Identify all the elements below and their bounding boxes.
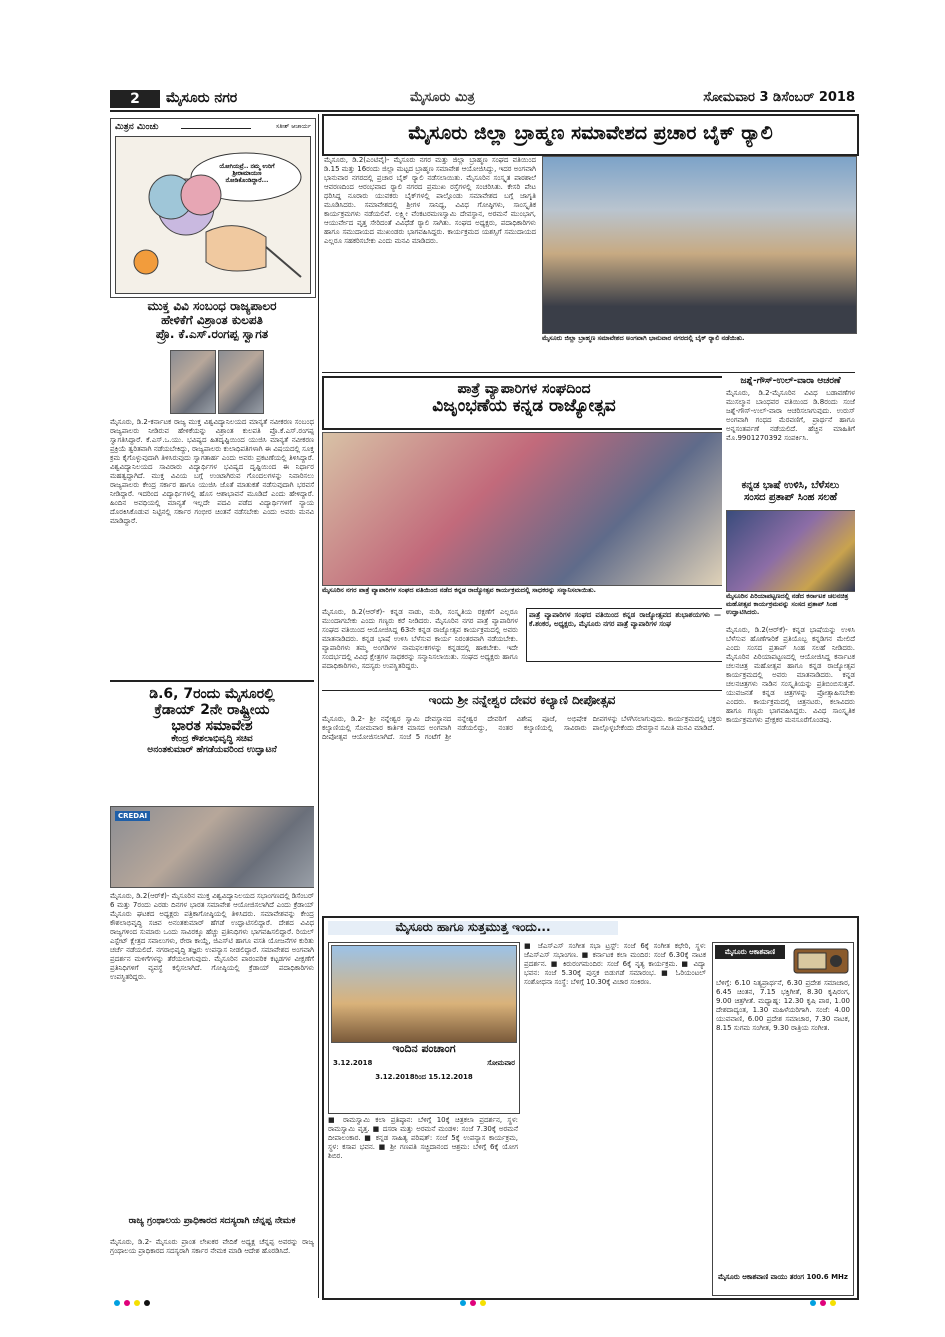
- subheadline-2: ಅನಂತಕುಮಾರ್ ಹೆಗಡೆಯವರಿಂದ ಉದ್ಘಾಟನೆ: [147, 744, 277, 755]
- registration-dot: [820, 1300, 826, 1306]
- registration-dot: [134, 1300, 140, 1306]
- story-body: ಮೈಸೂರು, ಡಿ.2(ಆರ್‌ಕೆ)- ಮೈಸೂರಿನ ಮುಕ್ತ ವಿಶ್ವವಿದ್ಯಾನಿಲಯದ ಸಭಾಂಗಣದಲ್ಲಿ ಡಿಸೆಂಬರ್ 6 ಮತ್ತು 7ರಂದು ಎರಡು ದಿನಗಳ ಭಾರತ ಸಮಾವೇಶ ಆಯೋಜಿಸಲಾಗಿದೆ ಎಂದು ಕ್ರೆಡಾಯ್ ಮೈಸೂರು ಘಟಕದ ಅಧ್ಯಕ್ಷರು ಪತ್ರಿಕಾಗೋಷ್ಠಿಯಲ್ಲಿ ತಿಳಿಸಿದರು. ಸಮಾವೇಶವನ್ನು ಕೇಂದ್ರ ಕೌಶಲಾಭಿವೃದ್ಧಿ ಸಚಿವ ಅನಂತಕುಮಾರ್ ಹೆಗಡೆ ಉದ್ಘಾಟಿಸಲಿದ್ದಾರೆ. ದೇಶದ ವಿವಿಧ ರಾಜ್ಯಗಳಿಂದ ಸುಮಾರು ಒಂದು ಸಾವಿರಕ್ಕೂ ಹೆಚ್ಚು ಪ್ರತಿನಿಧಿಗಳು ಭಾಗವಹಿಸಲಿದ್ದಾರೆ. ರಿಯಲ್ ಎಸ್ಟೇಟ್ ಕ್ಷೇತ್ರದ ಸವಾಲುಗಳು, ರೇರಾ ಕಾಯ್ದೆ, ಜಿಎಸ್‌ಟಿ ಹಾಗೂ ವಸತಿ ಯೋಜನೆಗಳ ಕುರಿತು ಚರ್ಚೆ ನಡೆಯಲಿದೆ. ನಗರಾಭಿವೃದ್ಧಿ ತಜ್ಞರು ಉಪನ್ಯಾಸ ನೀಡಲಿದ್ದಾರೆ. ಸಮಾವೇಶದ ಅಂಗವಾಗಿ ಪ್ರದರ್ಶನ ಮಳಿಗೆಗಳನ್ನು ತೆರೆಯಲಾಗುವುದು. ಮೈಸೂರಿನ ಪಾರಂಪರಿಕ ಕಟ್ಟಡಗಳ ವೀಕ್ಷಣೆಗೆ ಪ್ರತಿನಿಧಿಗಳಿಗೆ ವ್ಯವಸ್ಥೆ ಕಲ್ಪಿಸಲಾಗಿದೆ. ಗೋಷ್ಠಿಯಲ್ಲಿ ಕ್ರೆಡಾಯ್ ಪದಾಧಿಕಾರಿಗಳು ಉಪಸ್ಥಿತರಿದ್ದರು.: [110, 892, 314, 981]
- headline-line2: ಕ್ರೆಡಾಯ್ 2ನೇ ರಾಷ್ಟ್ರೀಯ: [154, 702, 270, 719]
- portrait-rangappa: [218, 350, 264, 414]
- newspaper-page: [110, 88, 855, 1298]
- page-header: [110, 88, 855, 112]
- brief-headline: ರಾಜ್ಯ ಗ್ರಂಥಾಲಯ ಪ್ರಾಧಿಕಾರದ ಸದಸ್ಯರಾಗಿ ಚೆನ್ನಪ್ಪ ನೇಮಕ: [128, 1216, 296, 1226]
- radio-footer: ಮೈಸೂರು ಆಕಾಶವಾಣಿ ವಾಯು ತರಂಗ 100.6 MHz: [718, 1273, 848, 1281]
- story-body: ಮೈಸೂರು, ಡಿ.2(ಆರ್‌ಕೆ)- ಕನ್ನಡ ನಾಡು, ನುಡಿ, ಸಂಸ್ಕೃತಿಯ ರಕ್ಷಣೆಗೆ ಎಲ್ಲರೂ ಮುಂದಾಗಬೇಕು ಎಂದು ಗಣ್ಯರು ಕರೆ ನೀಡಿದರು. ಮೈಸೂರಿನ ನಗರ ಪಾತ್ರೆ ವ್ಯಾಪಾರಿಗಳ ಸಂಘದ ವತಿಯಿಂದ ಆಯೋಜಿಸಿದ್ದ 63ನೇ ಕನ್ನಡ ರಾಜ್ಯೋತ್ಸವ ಕಾರ್ಯಕ್ರಮದಲ್ಲಿ ಅವರು ಮಾತನಾಡಿದರು. ಕನ್ನಡ ಭಾಷೆ ಉಳಿಸಿ ಬೆಳೆಸುವ ಕಾರ್ಯ ನಿರಂತರವಾಗಿ ನಡೆಯಬೇಕು. ವ್ಯಾಪಾರಿಗಳು ತಮ್ಮ ಅಂಗಡಿಗಳ ನಾಮಫಲಕಗಳನ್ನು ಕನ್ನಡದಲ್ಲಿ ಹಾಕಬೇಕು. ಇದೇ ಸಂದರ್ಭದಲ್ಲಿ ವಿವಿಧ ಕ್ಷೇತ್ರಗಳ ಸಾಧಕರನ್ನು ಸನ್ಮಾನಿಸಲಾಯಿತು. ಸಂಘದ ಅಧ್ಯಕ್ಷರು ಹಾಗೂ ಪದಾಧಿಕಾರಿಗಳು, ಸದಸ್ಯರು ಉಪಸ್ಥಿತರಿದ್ದರು.: [322, 608, 518, 670]
- radio-title: ಮೈಸೂರು ಆಕಾಶವಾಣಿ: [715, 945, 785, 959]
- photo-caption: ಮೈಸೂರಿನ ಪಿರಿಯಾಪಟ್ಟಣದಲ್ಲಿ ನಡೆದ ಕರ್ನಾಟಕ ಚಲನಚಿತ್ರ ಮಹೋತ್ಸವ ಕಾರ್ಯಕ್ರಮವನ್ನು ಸಂಸದ ಪ್ರತಾಪ್ ಸಿಂಹ ಉದ್ಘಾಟಿಸಿದರು.: [726, 592, 849, 616]
- headline: ಇಂದು ಶ್ರೀ ನನ್ನೇಶ್ವರ ದೇವರ ಕಲ್ಯಾಣಿ ದೀಪೋತ್ಸವ: [428, 693, 616, 707]
- story-mukta-vivi: [110, 300, 314, 676]
- credai-banner: CREDAI: [115, 811, 150, 821]
- cartoon-title: ಮಿತ್ರನ ಮಿಂಚು: [115, 122, 159, 132]
- headline: ಮೈಸೂರು ಜಿಲ್ಲಾ ಬ್ರಾಹ್ಮಣ ಸಮಾವೇಶದ ಪ್ರಚಾರ ಬೈಕ್ ರ್‍ಯಾಲಿ: [408, 122, 773, 144]
- headline-line1: ಮುಕ್ತ ವಿವಿ ಸಂಬಂಧ ರಾಜ್ಯಪಾಲರ: [147, 300, 277, 313]
- panchang-box: [328, 942, 520, 1114]
- story-kannada-rajyotsava: [322, 376, 722, 686]
- cartoon-illustration: [115, 136, 311, 294]
- events-listing: [322, 916, 859, 1300]
- headline: ಜಶ್ನೆ-ಗೌಸ್-ಉಲ್-ವಾರಾ ಆಚರಣೆ: [740, 376, 841, 386]
- events-column-1: ■ ರಾಮಸ್ವಾಮಿ ಕಲಾ ಪ್ರತಿಷ್ಠಾನ: ಬೆಳಿಗ್ಗೆ 10ಕ್ಕೆ ಚಿತ್ರಕಲಾ ಪ್ರದರ್ಶನ, ಸ್ಥಳ: ರಾಮಸ್ವಾಮಿ ವೃತ್ತ. ■ ದಸರಾ ಮತ್ತು ಅರಮನೆ ಮಂಡಳಿ: ಸಂಜೆ 7.30ಕ್ಕೆ ಅರಮನೆ ದೀಪಾಲಂಕಾರ. ■ ಕನ್ನಡ ಸಾಹಿತ್ಯ ಪರಿಷತ್: ಸಂಜೆ 5ಕ್ಕೆ ಉಪನ್ಯಾಸ ಕಾರ್ಯಕ್ರಮ, ಸ್ಥಳ: ಕಸಾಪ ಭವನ. ■ ಶ್ರೀ ಗಣಪತಿ ಸಚ್ಚಿದಾನಂದ ಆಶ್ರಮ: ಬೆಳಿಗ್ಗೆ 6ಕ್ಕೆ ಯೋಗ ಶಿಬಿರ.: [328, 1116, 518, 1160]
- panchang-date: 3.12.2018: [333, 1059, 373, 1067]
- cartoon-artist: ಸತೀಶ್ ಆಚಾರ್ಯ: [276, 123, 311, 130]
- registration-dot: [144, 1300, 150, 1306]
- registration-dot: [124, 1300, 130, 1306]
- radio-schedule: ಬೆಳಿಗ್ಗೆ: 6.10 ನಿತ್ಯಪ್ರಾರ್ಥನೆ, 6.30 ಪ್ರದೇಶ ಸಮಾಚಾರ, 6.45 ಚಿಂತನ, 7.15 ಭಕ್ತಿಗೀತೆ, 8.30 ಕೃಷಿರಂಗ, 9.00 ಚಿತ್ರಗೀತೆ. ಮಧ್ಯಾಹ್ನ: 12.30 ಕೃಷಿ ಪಾಠ, 1.00 ದೇಶದಾದ್ಯಂತ, 1.30 ಮಹಿಳೆಯರಿಗಾಗಿ. ಸಂಜೆ: 4.00 ಯುವವಾಣಿ, 6.00 ಪ್ರದೇಶ ಸಮಾಚಾರ, 7.30 ನಾಟಕ, 8.15 ಸುಗಮ ಸಂಗೀತ, 9.30 ರಾತ್ರಿಯ ಸಂಗೀತ.: [716, 979, 850, 1032]
- headline-line1: ಪಾತ್ರೆ ವ್ಯಾಪಾರಿಗಳ ಸಂಘದಿಂದ: [457, 381, 591, 397]
- masthead: ಮೈಸೂರು ಮಿತ್ರ: [410, 90, 475, 105]
- story-jashne: [726, 376, 855, 476]
- story-credai: [110, 680, 314, 1294]
- story-body: ಮೈಸೂರು, ಡಿ.2-ಕರ್ನಾಟಕ ರಾಜ್ಯ ಮುಕ್ತ ವಿಶ್ವವಿದ್ಯಾನಿಲಯದ ಮಾನ್ಯತೆ ನವೀಕರಣ ಸಂಬಂಧ ರಾಜ್ಯಪಾಲರು ನೀಡಿರುವ ಹೇಳಿಕೆಯನ್ನು ವಿಶ್ರಾಂತ ಕುಲಪತಿ ಪ್ರೊ.ಕೆ.ಎಸ್.ರಂಗಪ್ಪ ಸ್ವಾಗತಿಸಿದ್ದಾರೆ. ಕೆ.ಎಸ್.ಒ.ಯು. ಭವಿಷ್ಯದ ಹಿತದೃಷ್ಟಿಯಿಂದ ಯುಜಿಸಿ ಮಾನ್ಯತೆ ನವೀಕರಣ ಪ್ರಕ್ರಿಯೆ ತ್ವರಿತವಾಗಿ ನಡೆಯಬೇಕಿದ್ದು, ರಾಜ್ಯಪಾಲರು ಕುಲಾಧಿಪತಿಗಳಾಗಿ ಈ ವಿಷಯದಲ್ಲಿ ಸೂಕ್ತ ಕ್ರಮ ಕೈಗೊಳ್ಳುವುದಾಗಿ ತಿಳಿಸಿರುವುದು ಸ್ವಾಗತಾರ್ಹ ಎಂದು ಅವರು ಪ್ರಕಟಣೆಯಲ್ಲಿ ತಿಳಿಸಿದ್ದಾರೆ. ವಿಶ್ವವಿದ್ಯಾನಿಲಯದ ಸಾವಿರಾರು ವಿದ್ಯಾರ್ಥಿಗಳ ಭವಿಷ್ಯದ ದೃಷ್ಟಿಯಿಂದ ಈ ನಿರ್ಧಾರ ಮಹತ್ವದ್ದಾಗಿದೆ. ಮುಕ್ತ ವಿವಿಯ ಬಗ್ಗೆ ಉಂಟಾಗಿರುವ ಗೊಂದಲಗಳನ್ನು ನಿವಾರಿಸಲು ರಾಜ್ಯಪಾಲರು ಕೇಂದ್ರ ಸರ್ಕಾರ ಹಾಗೂ ಯುಜಿಸಿ ಜೊತೆ ಮಾತುಕತೆ ನಡೆಸುವುದಾಗಿ ಭರವಸೆ ನೀಡಿದ್ದಾರೆ. ಇದರಿಂದ ವಿದ್ಯಾರ್ಥಿಗಳಲ್ಲಿ ಹೊಸ ಆಶಾಭಾವನೆ ಮೂಡಿದೆ ಎಂದು ಹೇಳಿದ್ದಾರೆ. ಹಿಂದಿನ ಅವಧಿಯಲ್ಲಿ ಮಾನ್ಯತೆ ಇಲ್ಲದೇ ಪದವಿ ಪಡೆದ ವಿದ್ಯಾರ್ಥಿಗಳಿಗೆ ನ್ಯಾಯ ದೊರಕಿಸಿಕೊಡುವ ನಿಟ್ಟಿನಲ್ಲಿ ಸರ್ಕಾರ ಗಂಭೀರ ಚಿಂತನೆ ನಡೆಸಬೇಕು ಎಂದು ಅವರು ಮನವಿ ಮಾಡಿದ್ದಾರೆ.: [110, 418, 314, 525]
- divider: [181, 128, 251, 129]
- headline-line3: ಪ್ರೊ. ಕೆ.ಎಸ್.ರಂಗಪ್ಪ ಸ್ವಾಗತ: [155, 326, 269, 341]
- registration-dot: [470, 1300, 476, 1306]
- issue-date: ಸೋಮವಾರ 3 ಡಿಸೆಂಬರ್ 2018: [703, 90, 855, 105]
- headline-line1: ಡಿ.6, 7ರಂದು ಮೈಸೂರಲ್ಲಿ: [149, 686, 275, 702]
- page-number: 2: [110, 90, 160, 108]
- registration-dot: [114, 1300, 120, 1306]
- panchang-day: ಸೋಮವಾರ: [487, 1059, 515, 1067]
- felicitation-photo: [322, 432, 722, 586]
- rally-story-body: ಮೈಸೂರು, ಡಿ.2(ಎಂಟಿವೈ)- ಮೈಸೂರು ನಗರ ಮತ್ತು ಜಿಲ್ಲಾ ಬ್ರಾಹ್ಮಣ ಸಂಘದ ವತಿಯಿಂದ ಡಿ.15 ಮತ್ತು 16ರಂದು ಜಿಲ್ಲಾ ಮಟ್ಟದ ಬ್ರಾಹ್ಮಣ ಸಮಾವೇಶ ಆಯೋಜಿಸಿದ್ದು, ಇದರ ಅಂಗವಾಗಿ ಭಾನುವಾರ ನಗರದಲ್ಲಿ ಪ್ರಚಾರ ಬೈಕ್ ರ್‍ಯಾಲಿ ನಡೆಸಲಾಯಿತು. ಮೈಸೂರಿನ ಸಂಸ್ಕೃತ ಪಾಠಶಾಲೆ ಆವರಣದಿಂದ ಆರಂಭವಾದ ರ್‍ಯಾಲಿ ನಗರದ ಪ್ರಮುಖ ರಸ್ತೆಗಳಲ್ಲಿ ಸಂಚರಿಸಿತು. ಕೇಸರಿ ಪೇಟ ಧರಿಸಿದ್ದ ನೂರಾರು ಯುವಕರು ಬೈಕ್‌ಗಳಲ್ಲಿ ಪಾಲ್ಗೊಂಡು ಸಮಾವೇಶದ ಬಗ್ಗೆ ಜಾಗೃತಿ ಮೂಡಿಸಿದರು. ಸಮಾವೇಶದಲ್ಲಿ ಶ್ರೀಗಳ ಸಾನಿಧ್ಯ, ವಿವಿಧ ಗೋಷ್ಠಿಗಳು, ಸಾಂಸ್ಕೃತಿಕ ಕಾರ್ಯಕ್ರಮಗಳು ನಡೆಯಲಿವೆ. ಲಕ್ಷ್ಮೀ ವೆಂಕಟರಮಣಸ್ವಾಮಿ ದೇವಸ್ಥಾನ, ಅರಮನೆ ಮುಂಭಾಗ, ಆಯುರ್ವೇದ ವೃತ್ತ ಸೇರಿದಂತೆ ವಿವಿಧೆಡೆ ರ್‍ಯಾಲಿ ಸಾಗಿತು. ಸಂಘದ ಅಧ್ಯಕ್ಷರು, ಪದಾಧಿಕಾರಿಗಳು ಹಾಗೂ ಸಮುದಾಯದ ಮುಖಂಡರು ಭಾಗವಹಿಸಿದ್ದರು. ಕಾರ್ಯಕ್ರಮದ ಯಶಸ್ಸಿಗೆ ಸಮುದಾಯದ ಎಲ್ಲರೂ ಸಹಕರಿಸಬೇಕು ಎಂದು ಮನವಿ ಮಾಡಿದರು.: [324, 156, 536, 245]
- story-pratap-simha: [726, 480, 855, 912]
- radio-box: [712, 942, 854, 1296]
- cartoon-box: [110, 118, 316, 298]
- headline-line2: ವಿಜೃಂಭಣೆಯ ಕನ್ನಡ ರಾಜ್ಯೋತ್ಸವ: [432, 396, 616, 417]
- story-body: ಮೈಸೂರು, ಡಿ.2-ಮೈಸೂರಿನ ವಿವಿಧ ಬಡಾವಣೆಗಳ ಮುಸಲ್ಮಾನ ಬಾಂಧವರ ವತಿಯಿಂದ ಡಿ.8ರಂದು ಸಂಜೆ ಜಶ್ನೆ-ಗೌಸ್-ಉಲ್-ವಾರಾ ಆಚರಿಸಲಾಗುವುದು. ಉರುಸ್ ಅಂಗವಾಗಿ ಗಂಧದ ಮೆರವಣಿಗೆ, ಪ್ರಾರ್ಥನೆ ಹಾಗೂ ಅನ್ನಸಂತರ್ಪಣೆ ನಡೆಯಲಿದೆ. ಹೆಚ್ಚಿನ ಮಾಹಿತಿಗೆ ಮೊ.9901270392 ಸಂಪರ್ಕಿಸಿ.: [726, 389, 855, 443]
- headline-banner: [322, 114, 859, 156]
- registration-dot: [460, 1300, 466, 1306]
- registration-dot: [810, 1300, 816, 1306]
- headline-line2: ಸಂಸದ ಪ್ರತಾಪ್ ಸಿಂಹ ಸಲಹೆ: [743, 491, 838, 503]
- story-body: ಮೈಸೂರು, ಡಿ.2(ಆರ್‌ಕೆ)- ಕನ್ನಡ ಭಾಷೆಯನ್ನು ಉಳಿಸಿ ಬೆಳೆಸುವ ಹೊಣೆಗಾರಿಕೆ ಪ್ರತಿಯೊಬ್ಬ ಕನ್ನಡಿಗನ ಮೇಲಿದೆ ಎಂದು ಸಂಸದ ಪ್ರತಾಪ್ ಸಿಂಹ ಸಲಹೆ ನೀಡಿದರು. ಮೈಸೂರಿನ ಪಿರಿಯಾಪಟ್ಟಣದಲ್ಲಿ ಆಯೋಜಿಸಿದ್ದ ಕರ್ನಾಟಕ ಚಲನಚಿತ್ರ ಮಹೋತ್ಸವ ಹಾಗೂ ಕನ್ನಡ ರಾಜ್ಯೋತ್ಸವ ಕಾರ್ಯಕ್ರಮದಲ್ಲಿ ಅವರು ಮಾತನಾಡಿದರು. ಕನ್ನಡ ಚಲನಚಿತ್ರಗಳು ನಾಡಿನ ಸಂಸ್ಕೃತಿಯನ್ನು ಪ್ರತಿಬಿಂಬಿಸುತ್ತವೆ. ಯುವಜನತೆ ಕನ್ನಡ ಚಿತ್ರಗಳನ್ನು ಪ್ರೋತ್ಸಾಹಿಸಬೇಕು ಎಂದರು. ಕಾರ್ಯಕ್ರಮದಲ್ಲಿ ಚಿತ್ರನಟರು, ಕಲಾವಿದರು ಹಾಗೂ ಗಣ್ಯರು ಭಾಗವಹಿಸಿದ್ದರು. ವಿವಿಧ ಸಾಂಸ್ಕೃತಿಕ ಕಾರ್ಯಕ್ರಮಗಳು ಪ್ರೇಕ್ಷಕರ ಮನಸೂರೆಗೊಂಡವು.: [726, 626, 855, 724]
- listing-headline: ಮೈಸೂರು ಹಾಗೂ ಸುತ್ತಮುತ್ತ ಇಂದು...: [328, 921, 618, 935]
- panchang-title: ಇಂದಿನ ಪಂಚಾಂಗ: [392, 1042, 456, 1055]
- registration-dot: [480, 1300, 486, 1306]
- registration-dot: [830, 1300, 836, 1306]
- events-column-2: ■ ಜೆಎಸ್‌ಎಸ್ ಸಂಗೀತ ಸಭಾ ಟ್ರಸ್ಟ್: ಸಂಜೆ 6ಕ್ಕೆ ಸಂಗೀತ ಕಛೇರಿ, ಸ್ಥಳ: ಜೆಎಸ್‌ಎಸ್ ಸಭಾಂಗಣ. ■ ಕರ್ನಾಟಕ ಕಲಾ ಮಂದಿರ: ಸಂಜೆ 6.30ಕ್ಕೆ ನಾಟಕ ಪ್ರದರ್ಶನ. ■ ಕಿರುರಂಗಮಂದಿರ: ಸಂಜೆ 6ಕ್ಕೆ ನೃತ್ಯ ಕಾರ್ಯಕ್ರಮ. ■ ವಿದ್ಯಾ ಭವನ: ಸಂಜೆ 5.30ಕ್ಕೆ ಪುಸ್ತಕ ಬಿಡುಗಡೆ ಸಮಾರಂಭ. ■ ಓರಿಯಂಟಲ್ ಸಂಶೋಧನಾ ಸಂಸ್ಥೆ: ಬೆಳಿಗ್ಗೆ 10.30ಕ್ಕೆ ವಿಚಾರ ಸಂಕಿರಣ.: [524, 942, 706, 986]
- brief-body: ಮೈಸೂರು, ಡಿ.2- ಮೈಸೂರು ಪ್ರಾಂತ ಲೇಖಕರ ವೇದಿಕೆ ಅಧ್ಯಕ್ಷ ಚೆನ್ನಪ್ಪ ಅವರನ್ನು ರಾಜ್ಯ ಗ್ರಂಥಾಲಯ ಪ್ರಾಧಿಕಾರದ ಸದಸ್ಯರಾಗಿ ಸರ್ಕಾರ ನೇಮಕ ಮಾಡಿ ಆದೇಶ ಹೊರಡಿಸಿದೆ.: [110, 1238, 314, 1255]
- ad-text: ಪಾತ್ರೆ ವ್ಯಾಪಾರಿಗಳ ಸಂಘದ ವತಿಯಿಂದ ಕನ್ನಡ ರಾಜ್ಯೋತ್ಸವದ ಶುಭಾಶಯಗಳು — ಕೆ.ಶಂಕರ, ಅಧ್ಯಕ್ಷರು, ಮೈಸೂರು ನಗರ ಪಾತ್ರೆ ವ್ಯಾಪಾರಿಗಳ ಸಂಘ: [529, 611, 721, 628]
- section-title: ಮೈಸೂರು ನಗರ: [166, 90, 238, 106]
- story-body: ಮೈಸೂರು, ಡಿ.2- ಶ್ರೀ ನನ್ನೇಶ್ವರ ಸ್ವಾಮಿ ದೇವಸ್ಥಾನದ ಕಲ್ಯಾಣಿಯಲ್ಲಿ ಸೋಮವಾರ ಕಾರ್ತಿಕ ಮಾಸದ ಅಂಗವಾಗಿ ದೀಪೋತ್ಸವ ಆಯೋಜಿಸಲಾಗಿದೆ. ಸಂಜೆ 5 ಗಂಟೆಗೆ ಶ್ರೀ ನನ್ನೇಶ್ವರ ದೇವರಿಗೆ ವಿಶೇಷ ಪೂಜೆ, ಅಭಿಷೇಕ ನಡೆಯಲಿದ್ದು, ನಂತರ ಕಲ್ಯಾಣಿಯಲ್ಲಿ ಸಾವಿರಾರು ದೀಪಗಳನ್ನು ಬೆಳಗಿಸಲಾಗುವುದು. ಕಾರ್ಯಕ್ರಮದಲ್ಲಿ ಭಕ್ತರು ಪಾಲ್ಗೊಳ್ಳಬೇಕೆಂದು ದೇವಸ್ಥಾನ ಸಮಿತಿ ಮನವಿ ಮಾಡಿದೆ.: [322, 715, 722, 741]
- headline-line1: ಕನ್ನಡ ಭಾಷೆ ಉಳಿಸಿ, ಬೆಳೆಸಲು: [741, 480, 840, 491]
- greeting-ad: [526, 608, 722, 662]
- headline-line3: ಭಾರತ ಸಮಾವೇಶ: [171, 718, 253, 735]
- speech-bubble: ಯೋಗಿಯವ್ರೆ.. ನಮ್ಮ ಉರಿಗೆ ಶ್ರೀರಾಮಾಯಣ ನೋಡಿಕೊಂಡಿದ್ದಾರೆ...: [219, 163, 275, 184]
- divider: [322, 372, 855, 373]
- story-nanneshwara: [322, 690, 722, 913]
- headline-line2: ಹೇಳಿಕೆಗೆ ವಿಶ್ರಾಂತ ಕುಲಪತಿ: [161, 312, 263, 327]
- column-divider: [318, 114, 319, 1298]
- bike-rally-photo: [542, 156, 857, 334]
- subheadline-1: ಕೇಂದ್ರ ಕೌಶಲಾಭಿವೃದ್ಧಿ ಸಚಿವ: [171, 734, 253, 745]
- radio-icon: [793, 945, 849, 975]
- headline-box: [322, 376, 722, 430]
- portrait-governor: [170, 350, 216, 414]
- press-meet-photo: [110, 806, 314, 888]
- mysore-palace-image: [331, 945, 517, 1043]
- photo-caption: ಮೈಸೂರು ಜಿಲ್ಲಾ ಬ್ರಾಹ್ಮಣ ಸಮಾವೇಶದ ಅಂಗವಾಗಿ ಭಾನುವಾರ ನಗರದಲ್ಲಿ ಬೈಕ್ ರ್‍ಯಾಲಿ ನಡೆಯಿತು.: [542, 334, 745, 342]
- stage-photo: [726, 510, 855, 592]
- photo-caption: ಮೈಸೂರಿನ ನಗರ ಪಾತ್ರೆ ವ್ಯಾಪಾರಿಗಳ ಸಂಘದ ವತಿಯಿಂದ ನಡೆದ ಕನ್ನಡ ರಾಜ್ಯೋತ್ಸವ ಕಾರ್ಯಕ್ರಮದಲ್ಲಿ ಸಾಧಕರನ್ನು ಸನ್ಮಾನಿಸಲಾಯಿತು.: [322, 586, 597, 594]
- panchang-range: 3.12.2018ರಿಂದ 15.12.2018: [375, 1073, 473, 1081]
- cartoon-drawing-icon: [116, 137, 310, 293]
